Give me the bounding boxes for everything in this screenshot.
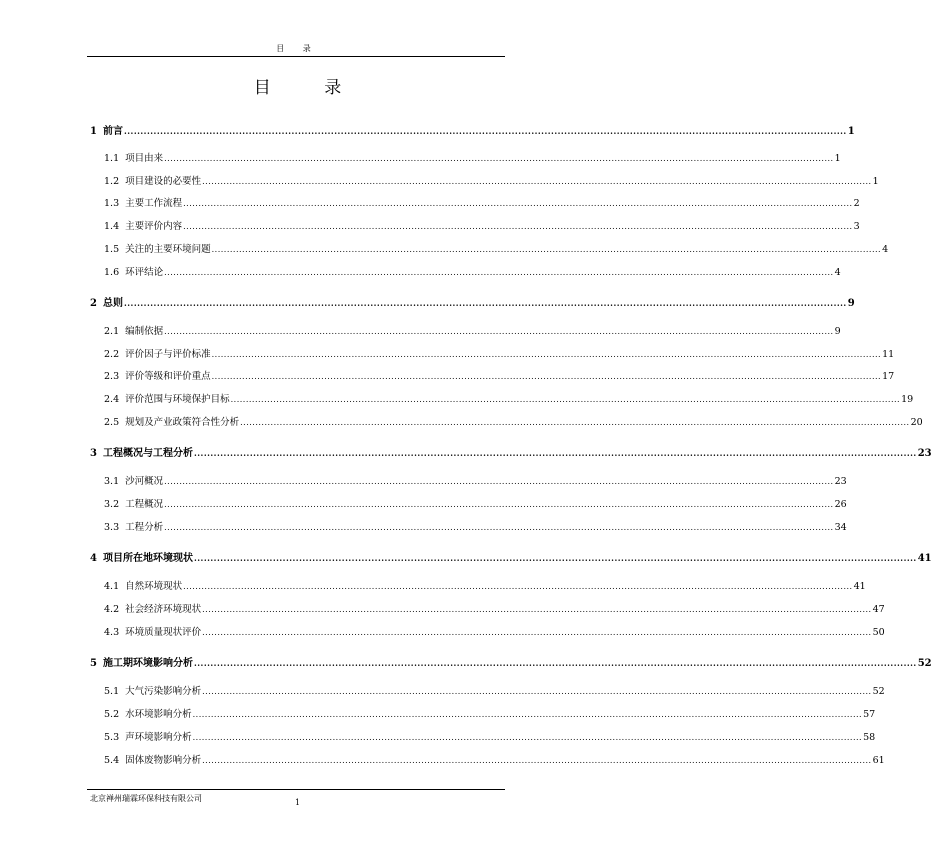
- footer-divider: [87, 789, 505, 790]
- dot-leader: ............................................................................................................................................................................................................................: [193, 448, 917, 458]
- toc-section-entry[interactable]: [104, 624, 885, 638]
- footer-company-name: 北京禅州瑞霖环保科技有限公司: [90, 794, 202, 803]
- toc-entry-number: 1.3: [104, 198, 120, 209]
- dot-leader: ............................................................................................................................................................................................................................: [192, 710, 863, 719]
- toc-entry-number: 1.1: [104, 153, 120, 164]
- toc-entry-label: 社会经济环境现状: [125, 604, 202, 615]
- dot-leader: ............................................................................................................................................................................................................................: [183, 199, 853, 208]
- toc-entry-number: 5: [90, 658, 97, 669]
- header-divider: [87, 56, 505, 57]
- toc-entry-number: 2.5: [104, 417, 120, 428]
- toc-entry-page: 58: [863, 732, 876, 743]
- dot-leader: ............................................................................................................................................................................................................................: [211, 350, 882, 359]
- toc-entry-number: 1.4: [104, 221, 120, 232]
- toc-entry-label: 总则: [102, 298, 123, 309]
- dot-leader: ............................................................................................................................................................................................................................: [164, 500, 834, 509]
- toc-entry-number: 2.4: [104, 394, 120, 405]
- toc-entry-page: 23: [834, 476, 847, 487]
- toc-entry-label: 固体废物影响分析: [125, 755, 202, 766]
- toc-chapter-entry[interactable]: [90, 122, 855, 137]
- toc-chapter-entry[interactable]: [90, 294, 855, 309]
- toc-entry-number: 1.5: [104, 244, 120, 255]
- toc-entry-number: 2: [90, 298, 97, 309]
- toc-entry-page: 50: [872, 627, 885, 638]
- dot-leader: ............................................................................................................................................................................................................................: [123, 298, 847, 308]
- toc-section-entry[interactable]: [104, 173, 879, 187]
- toc-entry-page: 17: [882, 371, 895, 382]
- toc-entry-page: 23: [917, 448, 932, 459]
- toc-entry-label: 水环境影响分析: [125, 709, 192, 720]
- dot-leader: ............................................................................................................................................................................................................................: [164, 327, 834, 336]
- toc-entry-number: 4.3: [104, 627, 120, 638]
- toc-entry-page: 2: [853, 198, 860, 209]
- toc-entry-label: 规划及产业政策符合性分析: [125, 417, 240, 428]
- toc-entry-page: 1: [847, 126, 855, 137]
- toc-section-entry[interactable]: [104, 706, 876, 720]
- dot-leader: ............................................................................................................................................................................................................................: [240, 418, 910, 427]
- toc-entry-number: 1.6: [104, 267, 120, 278]
- toc-entry-page: 4: [834, 267, 841, 278]
- toc-section-entry[interactable]: [104, 323, 841, 337]
- toc-entry-number: 3.1: [104, 476, 120, 487]
- toc-entry-number: 5.4: [104, 755, 120, 766]
- toc-entry-label: 环评结论: [125, 267, 164, 278]
- toc-entry-page: 1: [872, 176, 879, 187]
- dot-leader: ............................................................................................................................................................................................................................: [202, 605, 872, 614]
- toc-section-entry[interactable]: [104, 752, 885, 766]
- toc-entry-number: 1: [90, 126, 97, 137]
- toc-section-entry[interactable]: [104, 241, 889, 255]
- toc-entry-page: 41: [853, 581, 866, 592]
- dot-leader: ............................................................................................................................................................................................................................: [164, 477, 834, 486]
- toc-entry-label: 主要工作流程: [125, 198, 183, 209]
- toc-entry-page: 41: [917, 553, 932, 564]
- dot-leader: ............................................................................................................................................................................................................................: [192, 733, 863, 742]
- toc-entry-number: 3.2: [104, 499, 120, 510]
- toc-entry-label: 评价范围与环境保护目标: [125, 394, 230, 405]
- toc-entry-number: 5.1: [104, 686, 120, 697]
- toc-section-entry[interactable]: [104, 195, 860, 209]
- toc-section-entry[interactable]: [104, 264, 841, 278]
- page-title: 目 录: [253, 78, 366, 98]
- toc-entry-page: 9: [847, 298, 855, 309]
- toc-entry-page: 19: [901, 394, 914, 405]
- dot-leader: ............................................................................................................................................................................................................................: [164, 154, 834, 163]
- toc-entry-label: 项目由来: [125, 153, 164, 164]
- toc-section-entry[interactable]: [104, 601, 885, 615]
- toc-entry-label: 评价因子与评价标准: [125, 349, 211, 360]
- dot-leader: ............................................................................................................................................................................................................................: [202, 687, 872, 696]
- toc-section-entry[interactable]: [104, 391, 914, 405]
- toc-entry-label: 项目建设的必要性: [125, 176, 202, 187]
- toc-entry-number: 5.3: [104, 732, 120, 743]
- toc-entry-page: 9: [834, 326, 841, 337]
- toc-entry-label: 前言: [102, 126, 123, 137]
- toc-entry-number: 4: [90, 553, 97, 564]
- toc-entry-number: 1.2: [104, 176, 120, 187]
- toc-entry-label: 大气污染影响分析: [125, 686, 202, 697]
- toc-entry-label: 自然环境现状: [125, 581, 183, 592]
- toc-entry-label: 编制依据: [125, 326, 164, 337]
- toc-section-entry[interactable]: [104, 578, 866, 592]
- toc-chapter-entry[interactable]: [90, 549, 932, 564]
- toc-entry-label: 工程概况: [125, 499, 164, 510]
- toc-section-entry[interactable]: [104, 519, 847, 533]
- dot-leader: ............................................................................................................................................................................................................................: [202, 177, 872, 186]
- running-header: 目 录: [276, 44, 319, 53]
- toc-entry-page: 57: [863, 709, 876, 720]
- dot-leader: ............................................................................................................................................................................................................................: [164, 268, 834, 277]
- toc-chapter-entry[interactable]: [90, 654, 932, 669]
- toc-section-entry[interactable]: [104, 368, 895, 382]
- dot-leader: ............................................................................................................................................................................................................................: [183, 222, 853, 231]
- toc-section-entry[interactable]: [104, 414, 923, 428]
- toc-entry-label: 沙河概况: [125, 476, 164, 487]
- toc-entry-label: 主要评价内容: [125, 221, 183, 232]
- toc-entry-number: 3.3: [104, 522, 120, 533]
- toc-entry-page: 26: [834, 499, 847, 510]
- toc-entry-page: 52: [917, 658, 932, 669]
- toc-chapter-entry[interactable]: [90, 444, 932, 459]
- toc-entry-number: 2.3: [104, 371, 120, 382]
- dot-leader: ............................................................................................................................................................................................................................: [193, 658, 917, 668]
- toc-entry-label: 声环境影响分析: [125, 732, 192, 743]
- toc-entry-label: 施工期环境影响分析: [102, 658, 193, 669]
- toc-entry-number: 4.2: [104, 604, 120, 615]
- toc-entry-label: 项目所在地环境现状: [102, 553, 193, 564]
- dot-leader: ............................................................................................................................................................................................................................: [164, 523, 834, 532]
- toc-entry-label: 环境质量现状评价: [125, 627, 202, 638]
- dot-leader: ............................................................................................................................................................................................................................: [202, 628, 872, 637]
- toc-entry-label: 工程概况与工程分析: [102, 448, 193, 459]
- toc-entry-page: 47: [872, 604, 885, 615]
- toc-section-entry[interactable]: [104, 496, 847, 510]
- toc-entry-number: 3: [90, 448, 97, 459]
- toc-entry-page: 52: [872, 686, 885, 697]
- toc-entry-page: 34: [834, 522, 847, 533]
- dot-leader: ............................................................................................................................................................................................................................: [230, 395, 901, 404]
- dot-leader: ............................................................................................................................................................................................................................: [211, 372, 882, 381]
- toc-entry-number: 2.2: [104, 349, 120, 360]
- toc-entry-page: 61: [872, 755, 885, 766]
- dot-leader: ............................................................................................................................................................................................................................: [183, 582, 853, 591]
- toc-entry-label: 关注的主要环境问题: [125, 244, 211, 255]
- toc-entry-number: 4.1: [104, 581, 120, 592]
- toc-section-entry[interactable]: [104, 218, 860, 232]
- toc-section-entry[interactable]: [104, 729, 876, 743]
- toc-section-entry[interactable]: [104, 346, 895, 360]
- dot-leader: ............................................................................................................................................................................................................................: [193, 553, 917, 563]
- toc-entry-page: 11: [882, 349, 895, 360]
- toc-entry-label: 工程分析: [125, 522, 164, 533]
- toc-entry-page: 1: [834, 153, 841, 164]
- dot-leader: ............................................................................................................................................................................................................................: [123, 126, 847, 136]
- dot-leader: ............................................................................................................................................................................................................................: [211, 245, 882, 254]
- toc-entry-label: 评价等级和评价重点: [125, 371, 211, 382]
- toc-entry-page: 4: [882, 244, 889, 255]
- toc-entry-page: 3: [853, 221, 860, 232]
- toc-section-entry[interactable]: [104, 683, 885, 697]
- toc-section-entry[interactable]: [104, 473, 847, 487]
- toc-entry-number: 2.1: [104, 326, 120, 337]
- dot-leader: ............................................................................................................................................................................................................................: [202, 756, 872, 765]
- toc-section-entry[interactable]: [104, 150, 841, 164]
- toc-entry-number: 5.2: [104, 709, 120, 720]
- footer-page-number: 1: [294, 798, 301, 807]
- toc-entry-page: 20: [910, 417, 923, 428]
